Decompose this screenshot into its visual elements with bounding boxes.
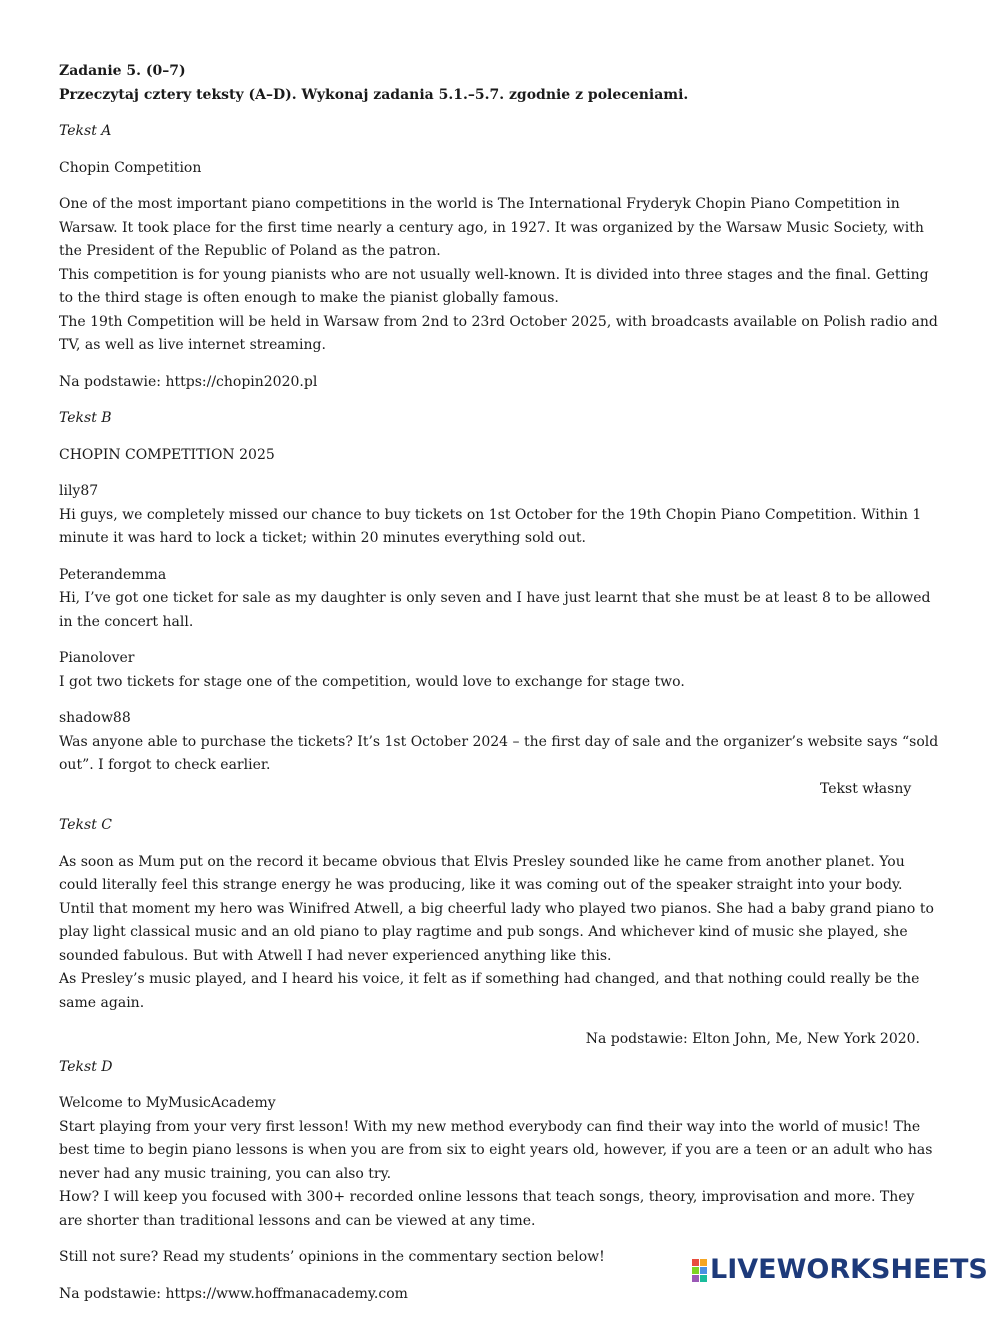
forum-message: Was anyone able to purchase the tickets? It’s 1st October 2024 – the first day of sale and the organizer’s website says “sold out”. I forgot to check earlier.	[59, 733, 939, 773]
worksheet-page	[59, 60, 941, 1319]
forum-username: Peterandemma	[59, 566, 167, 583]
forum-post	[59, 707, 941, 778]
text-c-paragraph: As soon as Mum put on the record it became obvious that Elvis Presley sounded like he came from another planet. You could literally feel this strange energy he was producing, like it was coming out of the speaker straight into your body. Until that moment my hero was Winifred Atwell, a big cheerful lady who played two pianos. She had a baby grand piano to play light classical music and an old piano to play ragtime and pub songs. And whichever kind of music she played, she sounded fabulous. But with Atwell I had never experienced anything like this.	[59, 853, 934, 964]
text-c-body	[59, 851, 941, 1016]
logo-square	[700, 1275, 707, 1282]
forum-post	[59, 564, 941, 635]
text-d-source: Na podstawie: https://www.hoffmanacademy.com	[59, 1285, 408, 1302]
forum-username: Pianolover	[59, 650, 135, 666]
text-c-source: Na podstawie: Elton John, Me, New York 2020.	[585, 1031, 920, 1047]
text-a-title: Chopin Competition	[59, 159, 202, 176]
logo-square	[700, 1259, 707, 1266]
logo-wordmark: LIVEWORKSHEETS	[710, 1254, 988, 1286]
text-d-closing: Still not sure? Read my students’ opinions in the commentary section below!	[59, 1249, 605, 1265]
text-a-label: Tekst A	[59, 123, 112, 139]
forum-message: I got two tickets for stage one of the competition, would love to exchange for stage two.	[59, 673, 685, 690]
text-b-title: CHOPIN COMPETITION 2025	[59, 446, 275, 463]
text-d-paragraph: How? I will keep you focused with 300+ recorded online lessons that teach songs, theory, improvisation and more. They are shorter than traditional lessons and can be viewed at any time.	[59, 1189, 915, 1229]
forum-post	[59, 480, 941, 551]
text-a-source: Na podstawie: https://chopin2020.pl	[59, 373, 318, 390]
logo-square	[692, 1267, 699, 1274]
text-a-body	[59, 193, 941, 358]
forum-post	[59, 647, 941, 694]
logo-square	[692, 1275, 699, 1282]
logo-square	[692, 1259, 699, 1266]
text-b-label: Tekst B	[59, 410, 112, 426]
text-d-body	[59, 1092, 941, 1233]
task-instruction: Przeczytaj cztery teksty (A–D). Wykonaj zadania 5.1.–5.7. zgodnie z poleceniami.	[59, 86, 689, 103]
text-b-source: Tekst własny	[820, 780, 912, 797]
forum-message: Hi guys, we completely missed our chance to buy tickets on 1st October for the 19th Chopin Piano Competition. Within 1 minute it was hard to lock a ticket; within 20 minutes everything sold out.	[59, 506, 922, 546]
liveworksheets-logo	[692, 1255, 988, 1285]
forum-message: Hi, I’ve got one ticket for sale as my daughter is only seven and I have just learnt that she must be at least 8 to be allowed in the concert hall.	[59, 590, 931, 630]
text-c-paragraph: As Presley’s music played, and I heard his voice, it felt as if something had changed, and that nothing could really be the same again.	[59, 971, 920, 1011]
forum-username: shadow88	[59, 710, 131, 726]
text-d-title: Welcome to MyMusicAcademy	[59, 1095, 276, 1111]
text-a-paragraph: This competition is for young pianists who are not usually well-known. It is divided into three stages and the final. Getting to the third stage is often enough to make the pianist globally famous.	[59, 266, 929, 306]
logo-mark-icon	[692, 1259, 707, 1282]
text-a-paragraph: One of the most important piano competitions in the world is The International Fryderyk Chopin Piano Competition in Warsaw. It took place for the first time nearly a century ago, in 1927. It was organized by the Warsaw Music Society, with the President of the Republic of Poland as the patron.	[59, 196, 924, 259]
text-c-label: Tekst C	[59, 817, 112, 833]
logo-square	[700, 1267, 707, 1274]
forum-username: lily87	[59, 483, 99, 499]
text-a-paragraph: The 19th Competition will be held in Warsaw from 2nd to 23rd October 2025, with broadcasts available on Polish radio and TV, as well as live internet streaming.	[59, 313, 938, 353]
task-heading: Zadanie 5. (0–7)	[59, 63, 186, 79]
text-d-label: Tekst D	[59, 1058, 113, 1075]
text-d-paragraph: Start playing from your very first lesson! With my new method everybody can find their way into the world of music! The best time to begin piano lessons is when you are from six to eight years old, however, if you are a teen or an adult who has never had any music training, you can also try.	[59, 1118, 933, 1182]
